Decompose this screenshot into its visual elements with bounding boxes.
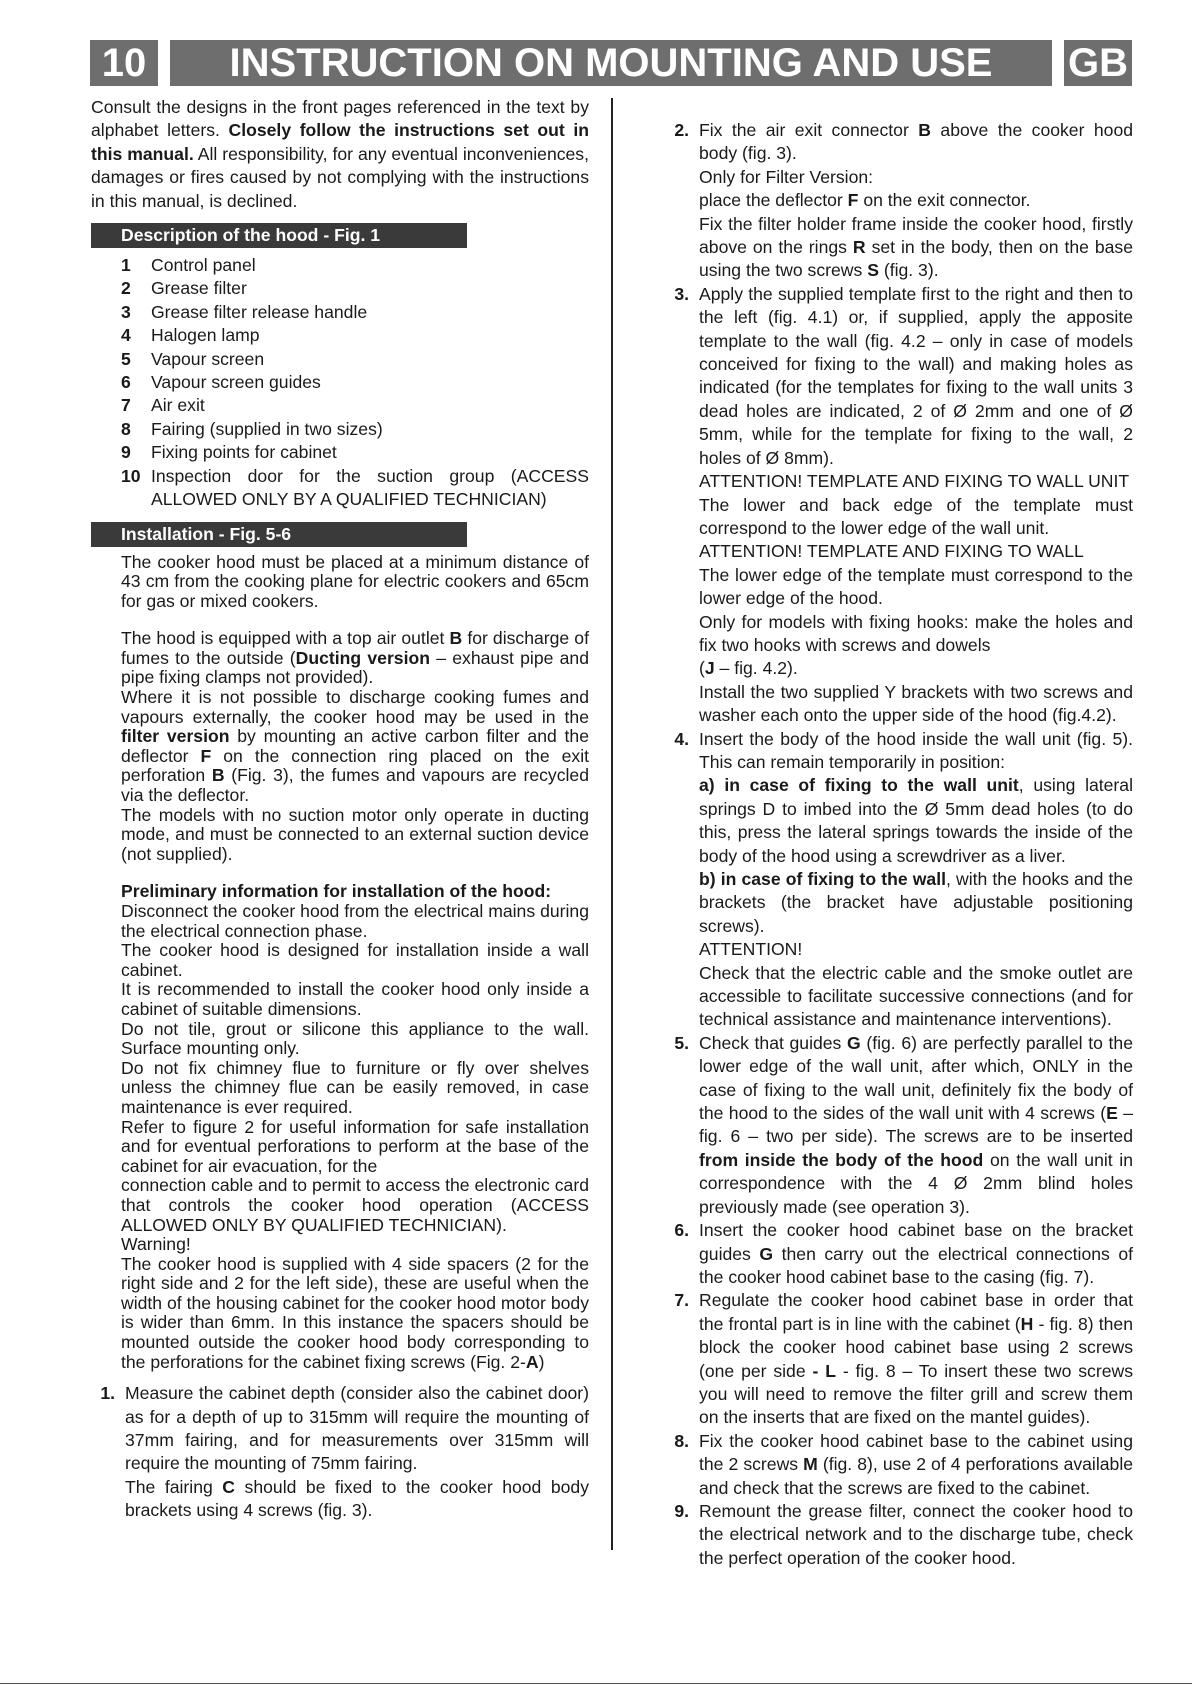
language-badge: GB xyxy=(1064,40,1132,86)
description-heading: Description of the hood - Fig. 1 xyxy=(91,223,467,248)
list-item: 4 Halogen lamp xyxy=(121,325,260,346)
list-item: 8 Fairing (supplied in two sizes) xyxy=(121,418,383,439)
list-item: 1 Control panel xyxy=(121,255,256,276)
step-9: 9. Remount the grease filter, connect the cooker hood to the electrical network and to the discharge tube, check the perfect operation of the cooker hood. xyxy=(674,1500,1133,1568)
step-1: 1. Measure the cabinet depth (consider also the cabinet door) as for a depth of up to 315mm will require the mounting of 37mm fairing, and for measurements over 315mm will require the mounting of 75mm fairing. The fairing C should be fixed to the cooker hood body brackets using 4 screws (fig. 3). xyxy=(100,1383,590,1521)
list-item: 10 Inspection door for the suction group (ACCESS ALLOWED ONLY BY A QUALIFIED TECHNICIAN) xyxy=(121,465,589,510)
list-item: 6 Vapour screen guides xyxy=(121,372,321,393)
step-8: 8. Fix the cooker hood cabinet base to the cabinet using the 2 screws M (fig. 8), use 2 of 4 perforations available and check that the screws are fixed to the cabinet. xyxy=(674,1430,1134,1498)
column-divider xyxy=(611,98,613,1550)
step-4: 4. Insert the body of the hood inside the wall unit (fig. 5). This can remain temporarily in position: a) in case of fixing to the wall unit, using lateral springs D to imbed into the Ø 5mm dead holes (to do this, press the lateral springs towards the inside of the body of the hood using a screwdriver as a liver. b) in case of fixing to the wall, with the hooks and the brackets (the bracket have adjustable positioning screws). ATTENTION! Check that the electric cable and the smoke outlet are accessible to facilitate successive connections (and for technical assistance and maintenance interventions). xyxy=(674,728,1133,1030)
step-3: 3. Apply the supplied template first to the right and then to the left (fig. 4.1) or, if supplied, apply the apposite template to the wall (fig. 4.2 – only in case of models conceived for fixing to the wall) and making holes as indicated (for the templates for fixing to the wall units 3 dead holes are indicated, 2 of Ø 2mm and one of Ø 5mm, while for the template for fixing to the wall, 2 holes of Ø 8mm). ATTENTION! TEMPLATE AND FIXING TO WALL UNIT The lower and back edge of the template must correspond to the lower edge of the wall unit. ATTENTION! TEMPLATE AND FIXING TO WALL The lower edge of the template must correspond to the lower edge of the hood. Only for models with fixing hooks: make the holes and fix two hooks with screws and dowels (J – fig. 4.2). Install the two supplied Y brackets with two screws and washer each onto the upper side of the hood (fig.4.2). xyxy=(674,283,1133,726)
list-item: 2 Grease filter xyxy=(121,278,247,299)
list-item: 7 Air exit xyxy=(121,395,205,416)
page-number: 10 xyxy=(90,40,158,86)
page-title: INSTRUCTION ON MOUNTING AND USE xyxy=(170,40,1052,86)
preliminary-heading: Preliminary information for installation of the hood: xyxy=(121,881,552,902)
intro-paragraph: Consult the designs in the front pages referenced in the text by alphabet letters. Closely follow the instructions set out in this manual. All responsibility, for any eventual inconveniences, damages or fires caused by not complying with the instructions in this manual, is declined. xyxy=(91,97,589,211)
step-6: 6. Insert the cooker hood cabinet base on the bracket guides G then carry out the electrical connections of the cooker hood cabinet base to the casing (fig. 7). xyxy=(674,1220,1134,1287)
list-item: 3 Grease filter release handle xyxy=(121,301,368,322)
step-2: 2. Fix the air exit connector B above the cooker hood body (fig. 3). Only for Filter Version: place the deflector F on the exit connector. Fix the filter holder frame inside the cooker hood, firstly above on the rings R set in the body, then on the base using the two screws S (fig. 3). xyxy=(674,120,1134,281)
left-column xyxy=(91,96,589,1523)
list-item: 9 Fixing points for cabinet xyxy=(121,442,337,463)
list-item: 5 Vapour screen xyxy=(121,348,265,369)
step-7: 7. Regulate the cooker hood cabinet base in order that the frontal part is in line with the cabinet (H - fig. 8) then block the cooker hood cabinet base using 2 screws (one per side - L - fig. 8 – To insert these two screws you will need to remove the filter grill and screw them on the inserts that are fixed on the mantel guides). xyxy=(674,1290,1134,1428)
right-column-steps xyxy=(665,119,1133,1570)
installation-text: The cooker hood must be placed at a minimum distance of 43 cm from the cooking plane for electric cookers and 65cm for gas or mixed cookers. The hood is equipped with a top air outlet B for discharge of fumes to the outside (Ducting version – exhaust pipe and pipe fixing clamps not provided). Where it is not possible to discharge cooking fumes and vapours externally, the cooker hood may be used in the filter version by mounting an active carbon filter and the deflector F on the connection ring placed on the exit perforation B (Fig. 3), the fumes and vapours are recycled via the deflector. The models with no suction motor only operate in ducting mode, and must be connected to an external suction device (not supplied). Preliminary information for installation of the hood: Disconnect the cooker hood from the electrical mains during the electrical connection phase. The cooker hood is designed for installation inside a wall cabinet. It is recommended to install the cooker hood only inside a cabinet of suitable dimensions. Do not tile, grout or silicone this appliance to the wall. Surface mounting only. Do not fix chimney flue to furniture or fly over shelves unless the chimney flue can be easily removed, in case maintenance is ever required. Refer to figure 2 for useful information for safe installation and for eventual perforations to perform at the base of the cabinet for air evacuation, for the connection cable and to permit to access the electronic card that controls the cooker hood operation (ACCESS ALLOWED ONLY BY QUALIFIED TECHNICIAN). Warning! The cooker hood is supplied with 4 side spacers (2 for the right side and 2 for the left side), these are useful when the width of the housing cabinet for the cooker hood motor body is wider than 6mm. In this instance the spacers should be mounted outside the cooker hood body corresponding to the perforations for the cabinet fixing screws (Fig. 2-A) xyxy=(121,551,590,1372)
installation-heading: Installation - Fig. 5-6 xyxy=(91,522,467,547)
bottom-rule xyxy=(0,1683,1192,1684)
description-list xyxy=(91,254,589,511)
step-5: 5. Check that guides G (fig. 6) are perfectly parallel to the lower edge of the wall unit, after which, ONLY in the case of fixing to the wall unit, definitely fix the body of the hood to the sides of the wall unit with 4 screws (E – fig. 6 – two per side). The screws are to be inserted from inside the body of the hood on the wall unit in correspondence with the 4 Ø 2mm blind holes previously made (see operation 3). xyxy=(674,1032,1134,1217)
